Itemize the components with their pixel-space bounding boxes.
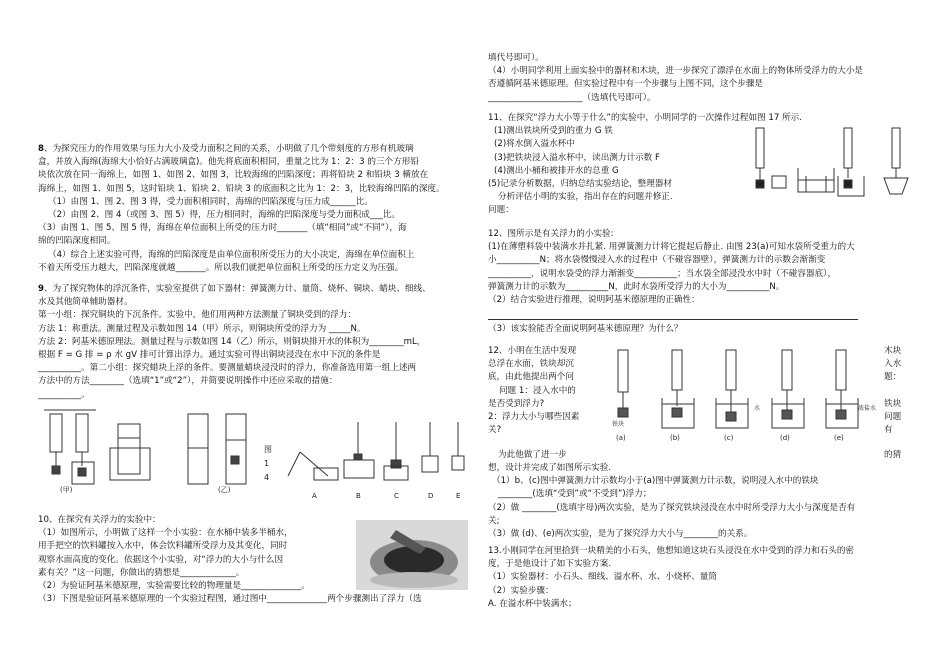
question-10-continued xyxy=(488,52,920,105)
q10-line-6: （3）下图是验证阿基米德原理的一个实验过程图，通过图中______________两个步骤测出了浮力（选 xyxy=(38,594,422,605)
q10-cont-line-1: （4）小明同学利用上面实验中的器材和木块，进一步探究了漂浮在水面上的物体所受浮力的大小是 xyxy=(488,66,864,77)
answer-line xyxy=(488,319,858,320)
fig12-label-c: (c) xyxy=(724,434,734,442)
fig12-tag-brine: 浓盐水 xyxy=(858,405,877,412)
q11-line-6: 分析评估小明的实验，指出存在的问题并修正. xyxy=(498,192,673,203)
q9-line-3: 方法 1：称重法。测量过程及示数如图 14（甲）所示，则铜块所受的浮力为 _____N。 xyxy=(38,323,366,334)
q11-line-1: (1)测出铁块所受到的重力 G 铁 xyxy=(494,126,613,137)
q13-line-2: （1）实验器材：小石头、细线、溢水杯、水、小烧杯、量筒 xyxy=(488,572,717,583)
q12b-right-4: 问题 xyxy=(884,411,902,422)
bucket-photo-drawing xyxy=(356,520,468,590)
fig12-label-d: (d) xyxy=(780,434,790,442)
q12b-line-1: （1）b、(c)图中弹簧测力计示数均小于(a)图中弹簧测力计示数，说明浸入水中的铁块 xyxy=(492,476,819,487)
q8-number: 8 xyxy=(38,144,44,154)
q12a-line-2: 小__________N；将水袋慢慢浸入水的过程中（不碰容器壁），弹簧测力计的示数会渐渐变 xyxy=(488,255,826,266)
q12b-right-2: 题： xyxy=(884,372,902,383)
q12b-left-4: 是否受到浮力? xyxy=(488,398,545,409)
q12b-continue-a: 为此他做了进一步 xyxy=(498,450,567,460)
q9-line-6: __________。第二小组：探究蜡块上浮的条件。要测量蜡块浸没时的浮力，你准备选用第一组上述两 xyxy=(38,363,417,374)
question-12b-right xyxy=(884,345,920,437)
q13-line-0: 13.小刚同学在河里拾到一块精美的小石头，他想知道这块石头浸没在水中受到的浮力和石头的密 xyxy=(488,546,855,556)
question-12b-left xyxy=(488,345,606,437)
q11-line-4: (4)测出小桶和被排开水的总重 G xyxy=(494,165,619,176)
q12a-line-4: 弹簧测力计的示数为__________N，此时水袋所受浮力的大小为__________N。 xyxy=(488,281,785,292)
q10-line-2: 用手把空的饮料罐按入水中，体会饮料罐所受浮力及其变化，同时 xyxy=(38,541,288,552)
fig12-tag-iron: 铁块 xyxy=(612,421,625,428)
fig12-tag-water: 水 xyxy=(754,405,761,412)
q10-line-1: （1）如图所示，小明做了这样一个小实验：在水桶中装多半桶水， xyxy=(38,528,293,539)
q10-line-3: 观察水面高度的变化。依据这个小实验，对“浮力的大小与什么因 xyxy=(38,554,284,565)
q9-number: 9 xyxy=(38,284,44,294)
q12b-line-3: （2）做 ________(选填字母)两次实验，是为了探究铁块浸没在水中时所受浮力大小与深度是否有 xyxy=(488,502,856,513)
bucket-photo xyxy=(356,520,468,590)
q11-line-5: (5)记录分析数据，归纳总结实验结论，整理器材 xyxy=(488,179,673,190)
q12a-line-3: __________，说明水袋受的浮力渐渐变__________；当水袋全部浸没水中时（不碰容器底）， xyxy=(488,268,837,279)
q8-line-7: 绵的凹陷深度相同。 xyxy=(38,236,116,247)
q8-line-5: （2）由图 2、图 4（或图 3、图 5）得，压力相同时，海绵的凹陷深度与受力面积成___比。 xyxy=(48,210,400,221)
q9-line-0: 9、为了探究物体的浮沉条件，实验室提供了如下器材：弹簧测力计、量筒、烧杯、铜块、蜡块、细线、 xyxy=(38,284,431,294)
figure-14-label-e: E xyxy=(456,492,461,500)
q12b-line-4: 关; xyxy=(488,515,500,526)
question-8 xyxy=(38,143,470,275)
q8-line-6: （3）由图 1、图 5、图 5 得，海绵在单位面积上所受的压力时_______（填“相同”或“不同”），海 xyxy=(38,223,407,234)
q12b-right-3: 铁块 xyxy=(884,398,902,409)
q13-line-3: （2）实验步骤： xyxy=(488,585,554,596)
q12b-line-5: （3）做 (d)、(e)两次实验，是为了探究浮力大小与________的关系。 xyxy=(488,529,753,540)
q11-line-0: 11、在探究“浮力大小等于什么”的实验中，小明同学的一次操作过程如图 17 所示. xyxy=(488,113,802,123)
q8-line-4: （1）由图 1、图 2、图 3 得，受力面积相同时，海绵的凹陷深度与压力成______比。 xyxy=(48,196,373,207)
q8-line-0: 8、为探究压力的作用效果与压力大小及受力面积之间的关系，小明做了几个带刻度的方形有机玻璃 xyxy=(38,144,414,154)
q12b-left-3: 问题 1：浸入水中的 xyxy=(488,385,576,396)
q12b-continue-b: 的猜 xyxy=(884,450,902,460)
q8-line-1: 盒，并放入海绵(海绵大小恰好占满玻璃盒)。他先将底面积相同，重量之比为 1：2：3 的三个方形铅 xyxy=(38,157,419,168)
q10-line-0: 10、在探究有关浮力的实验中： xyxy=(38,515,161,525)
q9-line-7: 方法中的方法________（选填“1”或“2”），并简要说明操作中还应采取的措施： xyxy=(38,376,338,387)
figure-14 xyxy=(38,404,468,504)
q9-line-8: __________。 xyxy=(38,389,90,400)
q13-line-4: A. 在溢水杯中装满水； xyxy=(488,598,577,609)
q9-line-1: 水及其他简单辅助器材。 xyxy=(38,297,133,308)
q8-line-3: 海绵上，如图 1、如图 5，这时铅块 1、铅块 2、铅块 3 的底面积之比为 1：2：3，比较海绵凹陷的深度。 xyxy=(38,183,445,194)
fig12-label-b: (b) xyxy=(670,434,680,442)
q12b-left-2: 底，由此他提出两个问 xyxy=(488,372,574,383)
question-12a-part3 xyxy=(488,323,920,336)
q8-line-8: （4）综合上述实验可得，海绵的凹陷深度是由单位面积所受压力的大小决定，海绵在单位面积上 xyxy=(48,249,415,260)
q12a-line-5: （2）结合实验进行推理，说明阿基米德原理的正确性： xyxy=(488,295,700,306)
figure-14-drawing xyxy=(38,404,468,504)
q10-cont-line-0: 填代号即可）。 xyxy=(488,53,544,63)
q10-line-4: 素有关？”这一问题，你做出的猜想是_____________。 xyxy=(38,567,245,578)
q12b-left-5: 2：浮力大小与哪些因素 xyxy=(488,412,580,423)
q12b-left-1: 总浮在水面，铁块却沉 xyxy=(488,359,574,370)
figure-14-label-c: C xyxy=(394,492,399,500)
q8-line-2: 块依次放在同一海绵上，如图 1、如图 2、如图 3，比较海绵的凹陷深度；再将铅块 2 和铅块 3 横放在 xyxy=(38,170,429,181)
q12a-line-1: (1)在薄塑料袋中装满水并扎紧. 用弹簧测力计将它提起后静止. 由图 23(a)可知水袋所受重力的大 xyxy=(488,242,855,253)
figure-14-label-a: A xyxy=(312,492,317,500)
q13-line-1: 度，于是他设计了如下实验方案. xyxy=(488,559,612,570)
figure-14-label-jia: (甲) xyxy=(60,486,73,494)
question-12a xyxy=(488,228,920,307)
q10-line-5: （2）为验证阿基米德原理，实验需要比较的物理量是______________。 xyxy=(38,581,310,592)
fig12-label-e: (e) xyxy=(834,434,844,442)
figure-12-apparatus xyxy=(606,346,882,446)
q11-line-7: 问题： xyxy=(488,205,514,216)
question-12b-body xyxy=(488,462,920,541)
q12b-right-5: 有 xyxy=(884,425,893,436)
figure-14-caption-b: 1 xyxy=(264,459,270,468)
figure-17 xyxy=(746,124,918,202)
figure-14-label-yi: (乙) xyxy=(218,486,231,494)
figure-14-label-d: D xyxy=(428,492,434,500)
q12b-left-6: 关? xyxy=(488,425,502,436)
q12a-line-0: 12、图所示是有关浮力的小实验: xyxy=(488,229,614,239)
figure-14-label-b: B xyxy=(356,492,361,500)
question-9 xyxy=(38,283,470,402)
fig12-label-a: (a) xyxy=(616,434,626,442)
q12b-left-0: 12、小明在生活中发现 xyxy=(488,346,577,356)
q8-line-9: 不着天所受压力越大，凹陷深度就越_______。所以我们就把单位面积上所受的压力定义为压强。 xyxy=(38,262,404,273)
q11-line-2: (2)将水倒入溢水杯中 xyxy=(494,139,575,150)
question-13 xyxy=(488,545,920,611)
q9-line-5: 根据 F = G 排 = ρ 水 gV 排可计算出浮力。通过实验可得出铜块浸没在水中下沉的条件是 xyxy=(38,350,381,361)
q9-line-4: 方法 2：阿基米德原理法。测量过程与示数如图 14（乙）所示，则铜块排开水的体积为________mL， xyxy=(38,336,426,347)
q10-cont-line-2: 否遵循阿基米德原理。但实验过程中有一个步骤与上图不同，这个步骤是 xyxy=(488,79,764,90)
q11-line-3: (3)把铁块浸入溢水杯中，读出测力计示数 F xyxy=(494,152,660,163)
figure-17-drawing xyxy=(746,124,918,202)
figure-14-caption-c: 4 xyxy=(264,473,270,482)
q12a-line-6: （3）该实验能否全面说明阿基米德原理？为什么？ xyxy=(488,324,683,334)
q12b-line-0: 想，设计并完成了如图所示实验. xyxy=(488,463,612,473)
q12b-right-1: 入水 xyxy=(884,359,902,370)
figure-14-caption-a: 图 xyxy=(264,445,272,454)
q12b-line-2: ________(选填“受到”或“不受到”)浮力； xyxy=(498,489,652,500)
figure-12-drawing xyxy=(606,346,882,446)
q10-cont-line-3: ______________________（选填代号即可）。 xyxy=(488,92,656,103)
q12b-right-0: 木块 xyxy=(884,346,902,356)
q9-line-2: 第一小组：探究铜块的下沉条件。实验中，他们用两种方法测量了铜块受到的浮力： xyxy=(38,310,356,321)
